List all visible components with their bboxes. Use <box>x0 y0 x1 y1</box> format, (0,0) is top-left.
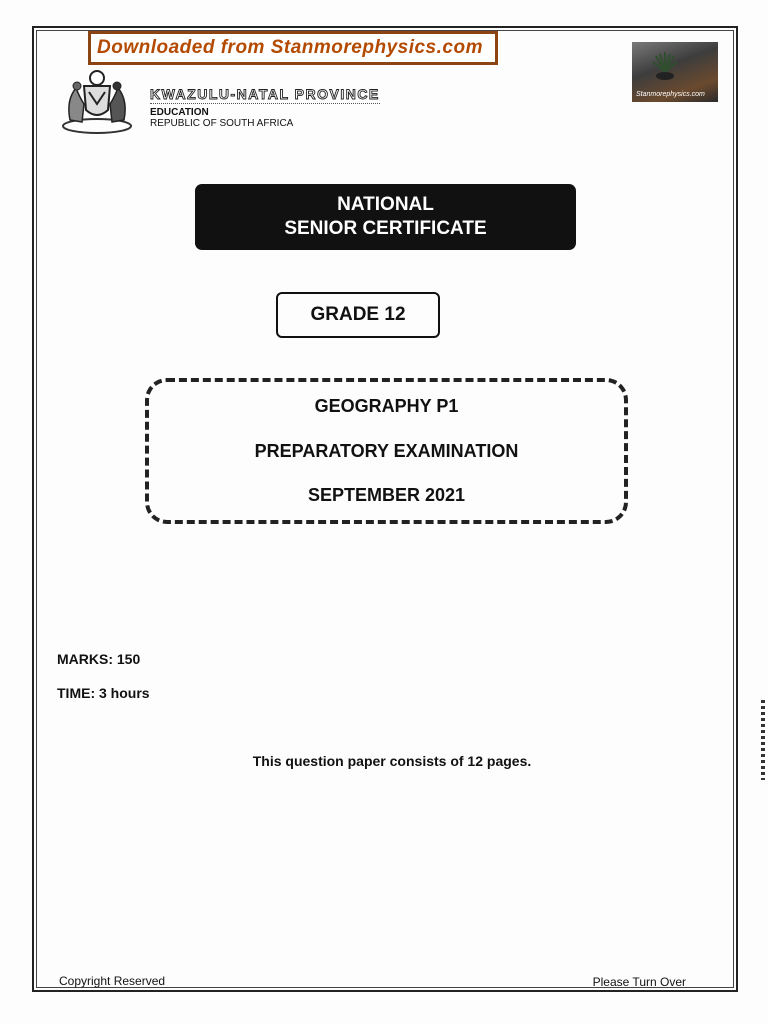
scan-edge-marks <box>761 700 765 780</box>
turn-over-note: Please Turn Over <box>592 975 686 989</box>
coat-of-arms-icon <box>56 64 138 136</box>
marks-info: MARKS: 150 <box>57 651 141 667</box>
certificate-title-box <box>195 184 576 250</box>
subject-name: GEOGRAPHY P1 <box>314 396 459 416</box>
exam-type: PREPARATORY EXAMINATION <box>254 440 519 461</box>
grade-label: GRADE 12 <box>310 304 406 325</box>
department-name: EDUCATION <box>150 107 209 118</box>
download-banner[interactable] <box>88 31 498 65</box>
grade-box <box>276 292 440 338</box>
certificate-title-line1: NATIONAL <box>337 194 434 215</box>
subject-box <box>145 378 628 524</box>
download-banner-text: Downloaded from Stanmorephysics.com <box>97 37 483 58</box>
exam-date: SEPTEMBER 2021 <box>307 485 466 505</box>
plant-icon <box>650 52 680 80</box>
site-logo-text: Stanmorephysics.com <box>636 91 705 98</box>
copyright-notice: Copyright Reserved <box>59 974 166 988</box>
site-logo[interactable] <box>632 42 718 102</box>
pages-note: This question paper consists of 12 pages. <box>252 753 532 769</box>
certificate-title-line2: SENIOR CERTIFICATE <box>284 218 487 239</box>
republic-name: REPUBLIC OF SOUTH AFRICA <box>150 118 294 129</box>
time-info: TIME: 3 hours <box>57 685 150 701</box>
province-name: KWAZULU-NATAL PROVINCE <box>150 86 380 102</box>
